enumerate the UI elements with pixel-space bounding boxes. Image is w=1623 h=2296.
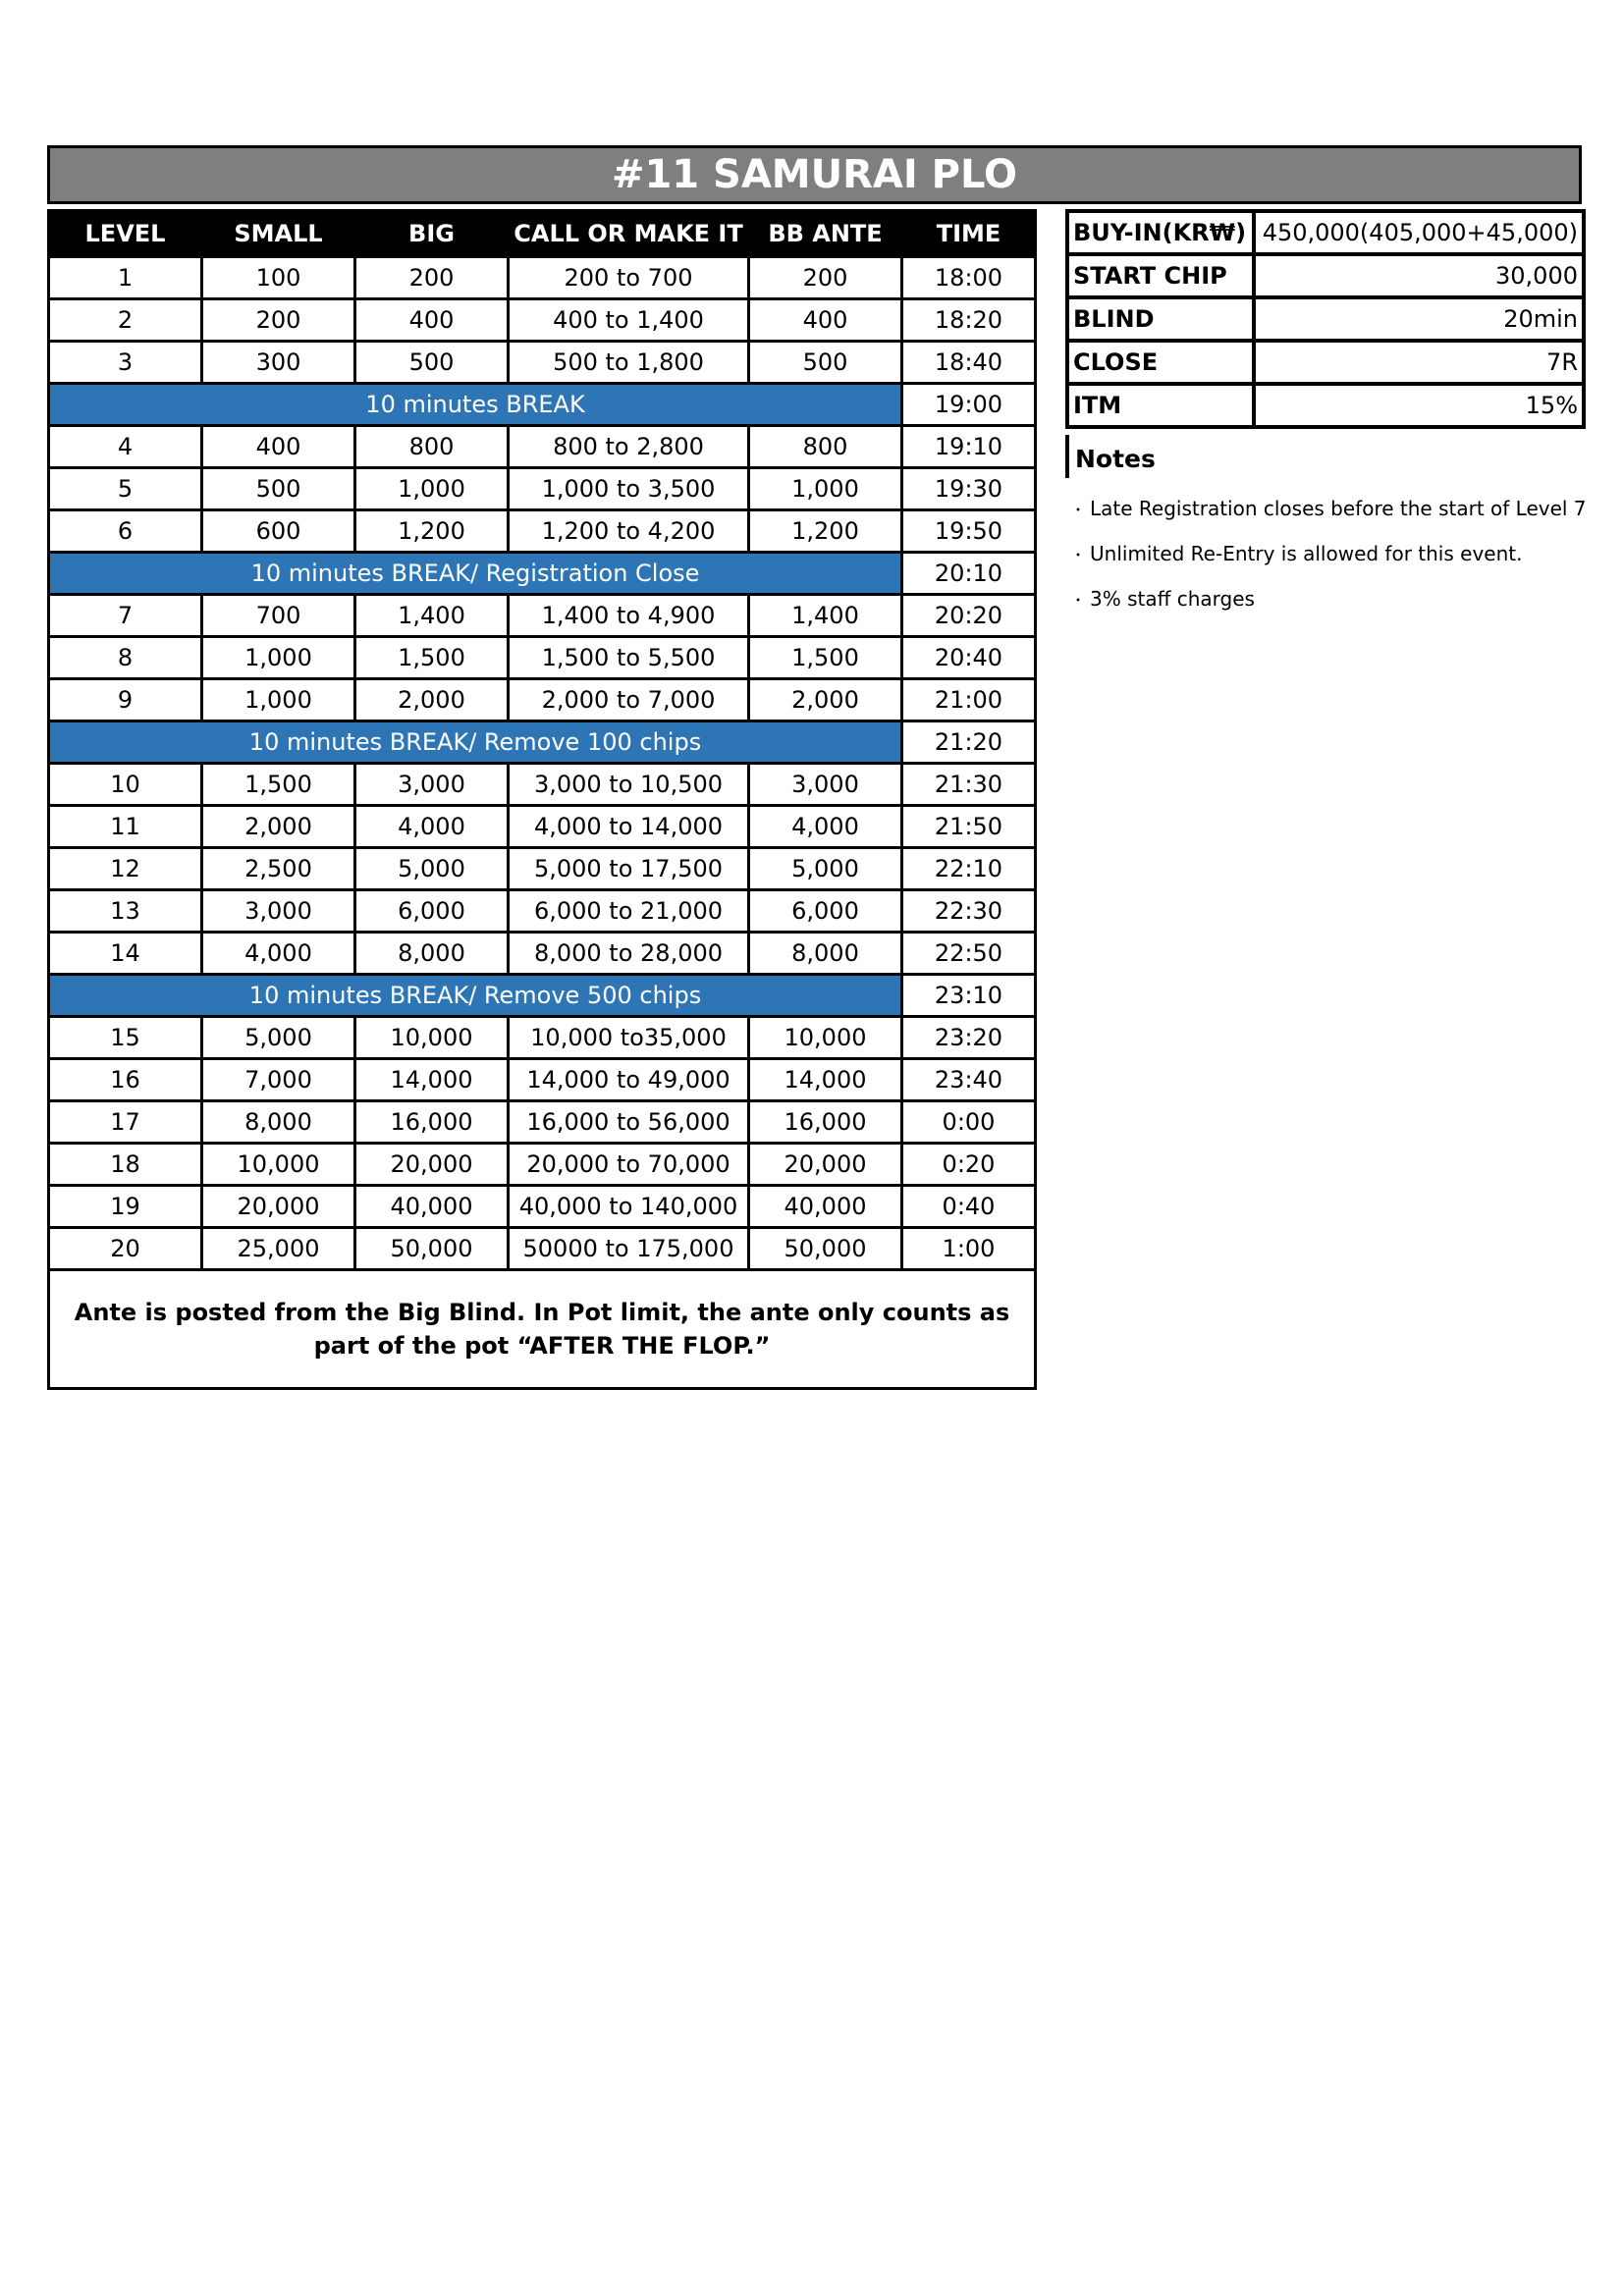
- break-time: 19:00: [902, 384, 1036, 426]
- cell-ante: 500: [749, 342, 902, 384]
- table-header-row: [49, 211, 1036, 257]
- cell-call: 1,000 to 3,500: [509, 468, 749, 510]
- cell-ante: 1,400: [749, 595, 902, 637]
- cell-big: 20,000: [355, 1144, 509, 1186]
- cell-big: 2,000: [355, 679, 509, 721]
- info-row: [1067, 341, 1584, 384]
- cell-time: 20:20: [902, 595, 1036, 637]
- table-row: [49, 1101, 1036, 1144]
- cell-small: 1,000: [202, 637, 355, 679]
- ante-note: Ante is posted from the Big Blind. In Pot limit, the ante only counts as part of the pot “AFTER THE FLOP.”: [49, 1270, 1036, 1389]
- cell-small: 5,000: [202, 1017, 355, 1059]
- cell-big: 400: [355, 299, 509, 342]
- cell-small: 4,000: [202, 933, 355, 975]
- notes-list: [1070, 486, 1587, 621]
- cell-ante: 14,000: [749, 1059, 902, 1101]
- cell-call: 40,000 to 140,000: [509, 1186, 749, 1228]
- cell-big: 4,000: [355, 806, 509, 848]
- cell-big: 500: [355, 342, 509, 384]
- break-time: 21:20: [902, 721, 1036, 764]
- table-row: [49, 299, 1036, 342]
- cell-big: 3,000: [355, 764, 509, 806]
- cell-small: 700: [202, 595, 355, 637]
- table-row: [49, 679, 1036, 721]
- break-row: [49, 553, 1036, 595]
- cell-call: 3,000 to 10,500: [509, 764, 749, 806]
- cell-level: 4: [49, 426, 202, 468]
- info-table-body: [1067, 211, 1584, 427]
- cell-time: 21:30: [902, 764, 1036, 806]
- table-row: [49, 468, 1036, 510]
- cell-ante: 3,000: [749, 764, 902, 806]
- cell-small: 1,000: [202, 679, 355, 721]
- info-value: 15%: [1254, 384, 1584, 427]
- table-row: [49, 933, 1036, 975]
- cell-level: 13: [49, 890, 202, 933]
- cell-time: 18:40: [902, 342, 1036, 384]
- break-label: 10 minutes BREAK/ Registration Close: [49, 553, 902, 595]
- cell-level: 20: [49, 1228, 202, 1270]
- note-item: [1070, 486, 1587, 531]
- bullet-icon: ・: [1070, 591, 1087, 610]
- header-call-or-make-it: CALL OR MAKE IT: [509, 211, 749, 257]
- info-value: 20min: [1254, 297, 1584, 341]
- tournament-info-table: [1065, 209, 1586, 429]
- cell-call: 200 to 700: [509, 257, 749, 299]
- table-row: [49, 1228, 1036, 1270]
- cell-big: 1,500: [355, 637, 509, 679]
- note-item: [1070, 531, 1581, 576]
- cell-ante: 40,000: [749, 1186, 902, 1228]
- break-row: [49, 384, 1036, 426]
- cell-ante: 2,000: [749, 679, 902, 721]
- cell-call: 400 to 1,400: [509, 299, 749, 342]
- cell-ante: 1,200: [749, 510, 902, 553]
- cell-time: 22:50: [902, 933, 1036, 975]
- info-label: ITM: [1067, 384, 1254, 427]
- cell-small: 25,000: [202, 1228, 355, 1270]
- cell-level: 11: [49, 806, 202, 848]
- cell-big: 10,000: [355, 1017, 509, 1059]
- table-row: [49, 342, 1036, 384]
- cell-level: 15: [49, 1017, 202, 1059]
- table-row: [49, 1186, 1036, 1228]
- break-label: 10 minutes BREAK: [49, 384, 902, 426]
- cell-ante: 50,000: [749, 1228, 902, 1270]
- header-small: SMALL: [202, 211, 355, 257]
- info-row: [1067, 254, 1584, 297]
- table-row: [49, 1144, 1036, 1186]
- cell-call: 1,500 to 5,500: [509, 637, 749, 679]
- info-label: BUY-IN(KR₩): [1067, 211, 1254, 254]
- cell-level: 9: [49, 679, 202, 721]
- cell-ante: 400: [749, 299, 902, 342]
- cell-time: 23:40: [902, 1059, 1036, 1101]
- cell-big: 50,000: [355, 1228, 509, 1270]
- cell-big: 14,000: [355, 1059, 509, 1101]
- cell-small: 200: [202, 299, 355, 342]
- cell-level: 16: [49, 1059, 202, 1101]
- cell-big: 200: [355, 257, 509, 299]
- cell-call: 4,000 to 14,000: [509, 806, 749, 848]
- cell-small: 1,500: [202, 764, 355, 806]
- note-item: [1070, 576, 1581, 621]
- cell-time: 0:00: [902, 1101, 1036, 1144]
- info-value: 30,000: [1254, 254, 1584, 297]
- table-row: [49, 426, 1036, 468]
- table-row: [49, 1017, 1036, 1059]
- cell-time: 18:00: [902, 257, 1036, 299]
- cell-ante: 1,000: [749, 468, 902, 510]
- cell-small: 20,000: [202, 1186, 355, 1228]
- cell-call: 2,000 to 7,000: [509, 679, 749, 721]
- cell-call: 500 to 1,800: [509, 342, 749, 384]
- cell-ante: 5,000: [749, 848, 902, 890]
- cell-level: 7: [49, 595, 202, 637]
- break-label: 10 minutes BREAK/ Remove 100 chips: [49, 721, 902, 764]
- cell-big: 40,000: [355, 1186, 509, 1228]
- cell-level: 6: [49, 510, 202, 553]
- break-label: 10 minutes BREAK/ Remove 500 chips: [49, 975, 902, 1017]
- cell-level: 3: [49, 342, 202, 384]
- cell-call: 50000 to 175,000: [509, 1228, 749, 1270]
- ante-note-row: [49, 1270, 1036, 1389]
- cell-small: 2,000: [202, 806, 355, 848]
- blind-table-body: [49, 257, 1036, 1270]
- cell-big: 5,000: [355, 848, 509, 890]
- info-label: BLIND: [1067, 297, 1254, 341]
- blind-structure-table: [47, 209, 1037, 1390]
- break-row: [49, 721, 1036, 764]
- cell-big: 1,000: [355, 468, 509, 510]
- page-title: #11 SAMURAI PLO: [47, 145, 1582, 204]
- break-time: 23:10: [902, 975, 1036, 1017]
- cell-big: 1,400: [355, 595, 509, 637]
- header-big: BIG: [355, 211, 509, 257]
- cell-call: 1,400 to 4,900: [509, 595, 749, 637]
- cell-level: 10: [49, 764, 202, 806]
- bullet-icon: ・: [1070, 501, 1087, 519]
- cell-level: 18: [49, 1144, 202, 1186]
- break-time: 20:10: [902, 553, 1036, 595]
- cell-call: 10,000 to35,000: [509, 1017, 749, 1059]
- cell-ante: 16,000: [749, 1101, 902, 1144]
- table-row: [49, 1059, 1036, 1101]
- cell-time: 0:20: [902, 1144, 1036, 1186]
- table-row: [49, 848, 1036, 890]
- cell-level: 8: [49, 637, 202, 679]
- cell-level: 19: [49, 1186, 202, 1228]
- cell-big: 800: [355, 426, 509, 468]
- cell-level: 17: [49, 1101, 202, 1144]
- cell-ante: 1,500: [749, 637, 902, 679]
- table-row: [49, 510, 1036, 553]
- cell-ante: 20,000: [749, 1144, 902, 1186]
- cell-time: 19:10: [902, 426, 1036, 468]
- cell-small: 8,000: [202, 1101, 355, 1144]
- cell-call: 16,000 to 56,000: [509, 1101, 749, 1144]
- note-text: Late Registration closes before the start of Level 7: [1090, 497, 1587, 520]
- cell-small: 2,500: [202, 848, 355, 890]
- cell-small: 500: [202, 468, 355, 510]
- cell-small: 7,000: [202, 1059, 355, 1101]
- table-row: [49, 637, 1036, 679]
- info-row: [1067, 297, 1584, 341]
- info-row: [1067, 211, 1584, 254]
- cell-small: 300: [202, 342, 355, 384]
- cell-time: 0:40: [902, 1186, 1036, 1228]
- cell-level: 5: [49, 468, 202, 510]
- cell-call: 8,000 to 28,000: [509, 933, 749, 975]
- table-row: [49, 890, 1036, 933]
- cell-time: 22:30: [902, 890, 1036, 933]
- info-value: 450,000(405,000+45,000): [1254, 211, 1584, 254]
- cell-time: 21:00: [902, 679, 1036, 721]
- header-time: TIME: [902, 211, 1036, 257]
- note-text: 3% staff charges: [1090, 587, 1255, 611]
- cell-ante: 4,000: [749, 806, 902, 848]
- note-text: Unlimited Re-Entry is allowed for this event.: [1090, 542, 1523, 565]
- cell-time: 18:20: [902, 299, 1036, 342]
- table-row: [49, 595, 1036, 637]
- info-row: [1067, 384, 1584, 427]
- notes-heading: Notes: [1065, 435, 1156, 478]
- bullet-icon: ・: [1070, 546, 1087, 564]
- cell-call: 800 to 2,800: [509, 426, 749, 468]
- cell-small: 10,000: [202, 1144, 355, 1186]
- cell-big: 1,200: [355, 510, 509, 553]
- cell-ante: 800: [749, 426, 902, 468]
- table-row: [49, 806, 1036, 848]
- cell-call: 1,200 to 4,200: [509, 510, 749, 553]
- cell-time: 23:20: [902, 1017, 1036, 1059]
- cell-time: 21:50: [902, 806, 1036, 848]
- table-row: [49, 257, 1036, 299]
- header-level: LEVEL: [49, 211, 202, 257]
- cell-time: 22:10: [902, 848, 1036, 890]
- cell-small: 100: [202, 257, 355, 299]
- cell-ante: 8,000: [749, 933, 902, 975]
- cell-time: 1:00: [902, 1228, 1036, 1270]
- header-bb-ante: BB ANTE: [749, 211, 902, 257]
- cell-small: 400: [202, 426, 355, 468]
- cell-call: 20,000 to 70,000: [509, 1144, 749, 1186]
- cell-ante: 200: [749, 257, 902, 299]
- cell-level: 2: [49, 299, 202, 342]
- cell-level: 14: [49, 933, 202, 975]
- cell-call: 6,000 to 21,000: [509, 890, 749, 933]
- cell-time: 19:30: [902, 468, 1036, 510]
- break-row: [49, 975, 1036, 1017]
- cell-time: 20:40: [902, 637, 1036, 679]
- cell-big: 8,000: [355, 933, 509, 975]
- cell-big: 16,000: [355, 1101, 509, 1144]
- cell-call: 14,000 to 49,000: [509, 1059, 749, 1101]
- table-row: [49, 764, 1036, 806]
- cell-level: 12: [49, 848, 202, 890]
- cell-ante: 6,000: [749, 890, 902, 933]
- info-value: 7R: [1254, 341, 1584, 384]
- info-label: START CHIP: [1067, 254, 1254, 297]
- cell-ante: 10,000: [749, 1017, 902, 1059]
- cell-big: 6,000: [355, 890, 509, 933]
- cell-small: 3,000: [202, 890, 355, 933]
- cell-small: 600: [202, 510, 355, 553]
- cell-level: 1: [49, 257, 202, 299]
- cell-time: 19:50: [902, 510, 1036, 553]
- cell-call: 5,000 to 17,500: [509, 848, 749, 890]
- info-label: CLOSE: [1067, 341, 1254, 384]
